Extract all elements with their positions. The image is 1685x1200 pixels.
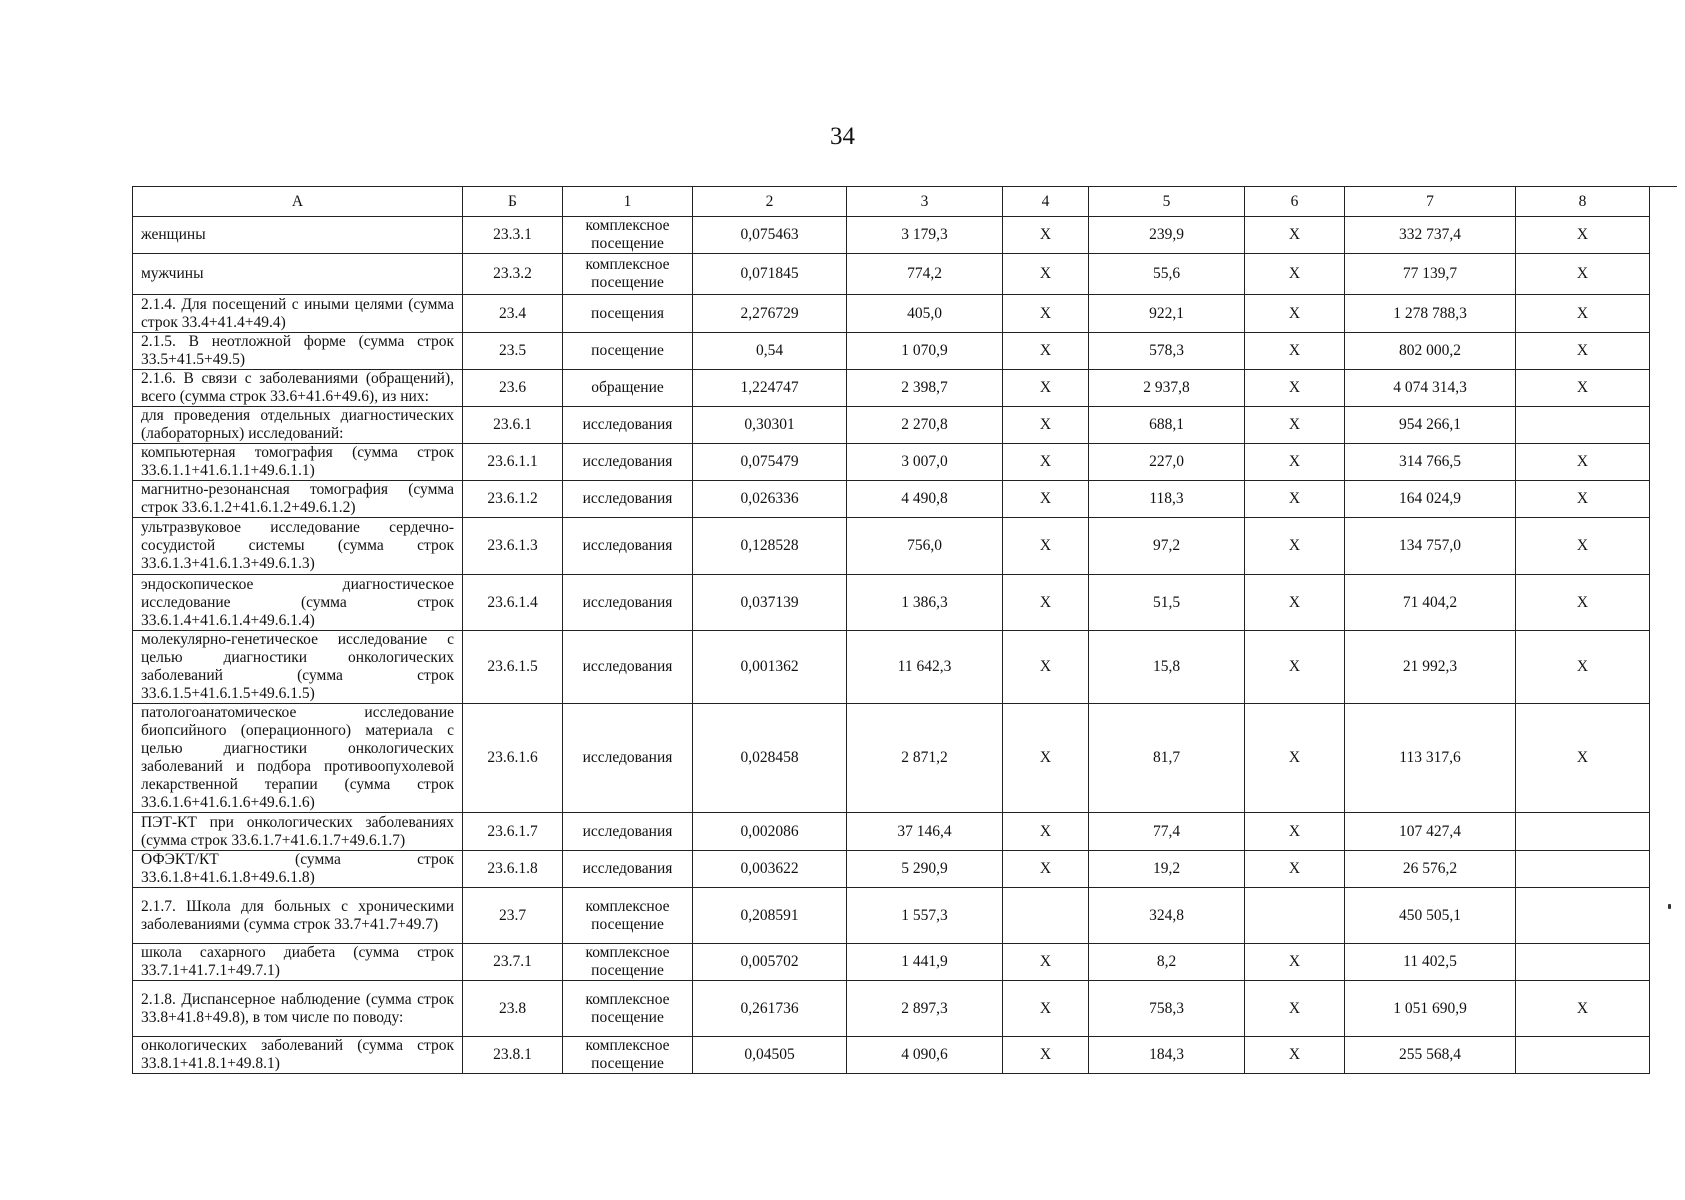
table-row [133, 851, 1650, 888]
row-code: 23.6.1.4 [463, 575, 563, 631]
mark-cell: Х [1003, 217, 1089, 254]
value-cell: 2 937,8 [1089, 370, 1245, 407]
unit-cell: комплексное посещение [563, 981, 693, 1037]
unit-cell: комплексное посещение [563, 217, 693, 254]
mark-cell [1516, 813, 1650, 851]
row-label: женщины [133, 217, 463, 254]
value-cell: 0,261736 [693, 981, 847, 1037]
table-row [133, 254, 1650, 295]
column-header: 2 [693, 187, 847, 217]
value-cell: 1,224747 [693, 370, 847, 407]
mark-cell: Х [1003, 370, 1089, 407]
row-label: эндоскопическое диагностическое исследование (сумма строк 33.6.1.4+41.6.1.4+49.6.1.4) [133, 575, 463, 631]
mark-cell: Х [1245, 575, 1345, 631]
value-cell: 26 576,2 [1345, 851, 1516, 888]
unit-cell: исследования [563, 813, 693, 851]
margin-mark [1668, 904, 1671, 909]
mark-cell: Х [1003, 254, 1089, 295]
mark-cell: Х [1245, 254, 1345, 295]
mark-cell [1516, 851, 1650, 888]
value-cell: 756,0 [847, 518, 1003, 575]
row-label: 2.1.7. Школа для больных с хроническими заболеваниями (сумма строк 33.7+41.7+49.7) [133, 888, 463, 944]
unit-cell: комплексное посещение [563, 1037, 693, 1074]
header-row [133, 187, 1650, 217]
table-body [133, 217, 1650, 1074]
table-row [133, 295, 1650, 333]
unit-cell: комплексное посещение [563, 888, 693, 944]
value-cell: 802 000,2 [1345, 333, 1516, 370]
table-row [133, 1037, 1650, 1074]
value-cell: 1 278 788,3 [1345, 295, 1516, 333]
row-code: 23.6.1.1 [463, 444, 563, 481]
row-code: 23.6.1.8 [463, 851, 563, 888]
mark-cell: Х [1245, 851, 1345, 888]
mark-cell: Х [1245, 370, 1345, 407]
value-cell: 0,071845 [693, 254, 847, 295]
value-cell: 774,2 [847, 254, 1003, 295]
value-cell: 3 179,3 [847, 217, 1003, 254]
value-cell: 118,3 [1089, 481, 1245, 518]
mark-cell: Х [1516, 575, 1650, 631]
row-code: 23.3.2 [463, 254, 563, 295]
row-code: 23.3.1 [463, 217, 563, 254]
value-cell: 0,028458 [693, 704, 847, 813]
mark-cell: Х [1245, 813, 1345, 851]
value-cell: 21 992,3 [1345, 631, 1516, 704]
mark-cell [1516, 944, 1650, 981]
value-cell: 97,2 [1089, 518, 1245, 575]
value-cell: 0,003622 [693, 851, 847, 888]
unit-cell: посещение [563, 333, 693, 370]
mark-cell: Х [1516, 444, 1650, 481]
value-cell: 134 757,0 [1345, 518, 1516, 575]
row-code: 23.6 [463, 370, 563, 407]
value-cell: 0,128528 [693, 518, 847, 575]
value-cell: 922,1 [1089, 295, 1245, 333]
column-header: 1 [563, 187, 693, 217]
mark-cell: Х [1003, 1037, 1089, 1074]
mark-cell: Х [1245, 944, 1345, 981]
row-label: магнитно-резонансная томография (сумма строк 33.6.1.2+41.6.1.2+49.6.1.2) [133, 481, 463, 518]
value-cell: 450 505,1 [1345, 888, 1516, 944]
value-cell: 1 051 690,9 [1345, 981, 1516, 1037]
value-cell: 19,2 [1089, 851, 1245, 888]
value-cell: 227,0 [1089, 444, 1245, 481]
value-cell: 954 266,1 [1345, 407, 1516, 444]
row-code: 23.6.1.6 [463, 704, 563, 813]
row-label: ПЭТ-КТ при онкологических заболеваниях (сумма строк 33.6.1.7+41.6.1.7+49.6.1.7) [133, 813, 463, 851]
mark-cell: Х [1003, 813, 1089, 851]
value-cell: 2 897,3 [847, 981, 1003, 1037]
mark-cell: Х [1003, 704, 1089, 813]
value-cell: 2 270,8 [847, 407, 1003, 444]
mark-cell: Х [1245, 333, 1345, 370]
mark-cell: Х [1003, 444, 1089, 481]
value-cell: 4 090,6 [847, 1037, 1003, 1074]
mark-cell: Х [1245, 631, 1345, 704]
mark-cell: Х [1516, 704, 1650, 813]
value-cell: 405,0 [847, 295, 1003, 333]
column-header: 5 [1089, 187, 1245, 217]
mark-cell: Х [1516, 333, 1650, 370]
column-header: А [133, 187, 463, 217]
value-cell: 324,8 [1089, 888, 1245, 944]
value-cell: 0,001362 [693, 631, 847, 704]
mark-cell [1245, 888, 1345, 944]
value-cell: 1 386,3 [847, 575, 1003, 631]
value-cell: 164 024,9 [1345, 481, 1516, 518]
mark-cell [1003, 888, 1089, 944]
value-cell: 314 766,5 [1345, 444, 1516, 481]
data-table [132, 186, 1650, 1074]
value-cell: 15,8 [1089, 631, 1245, 704]
mark-cell: Х [1516, 217, 1650, 254]
mark-cell: Х [1003, 518, 1089, 575]
column-header: 4 [1003, 187, 1089, 217]
value-cell: 77 139,7 [1345, 254, 1516, 295]
table-row [133, 888, 1650, 944]
row-code: 23.7.1 [463, 944, 563, 981]
value-cell: 8,2 [1089, 944, 1245, 981]
table-row [133, 333, 1650, 370]
mark-cell: Х [1245, 704, 1345, 813]
value-cell: 332 737,4 [1345, 217, 1516, 254]
table-container [132, 186, 1650, 1074]
column-header: 3 [847, 187, 1003, 217]
value-cell: 0,04505 [693, 1037, 847, 1074]
table-row [133, 217, 1650, 254]
row-label: молекулярно-генетическое исследование с целью диагностики онкологических заболеваний (сумма строк 33.6.1.5+41.6.1.5+49.6.1.5) [133, 631, 463, 704]
table-row [133, 575, 1650, 631]
row-label: патологоанатомическое исследование биопсийного (операционного) материала с целью диагностики онкологических заболеваний и подбора противоопухолевой лекарственной терапии (сумма строк 33.6.1.6+41.6.1.6+49.6.1.6) [133, 704, 463, 813]
value-cell: 37 146,4 [847, 813, 1003, 851]
mark-cell: Х [1516, 981, 1650, 1037]
row-code: 23.6.1.7 [463, 813, 563, 851]
value-cell: 4 074 314,3 [1345, 370, 1516, 407]
table-row [133, 704, 1650, 813]
row-code: 23.8 [463, 981, 563, 1037]
unit-cell: исследования [563, 851, 693, 888]
value-cell: 11 402,5 [1345, 944, 1516, 981]
unit-cell: обращение [563, 370, 693, 407]
mark-cell: Х [1516, 481, 1650, 518]
column-header: 6 [1245, 187, 1345, 217]
row-label: мужчины [133, 254, 463, 295]
unit-cell: посещения [563, 295, 693, 333]
table-row [133, 981, 1650, 1037]
mark-cell: Х [1003, 944, 1089, 981]
value-cell: 0,005702 [693, 944, 847, 981]
header-top-rule [1649, 186, 1677, 187]
mark-cell: Х [1003, 981, 1089, 1037]
value-cell: 3 007,0 [847, 444, 1003, 481]
value-cell: 107 427,4 [1345, 813, 1516, 851]
value-cell: 5 290,9 [847, 851, 1003, 888]
mark-cell: Х [1245, 407, 1345, 444]
value-cell: 2 871,2 [847, 704, 1003, 813]
column-header: Б [463, 187, 563, 217]
value-cell: 0,075463 [693, 217, 847, 254]
mark-cell: Х [1245, 1037, 1345, 1074]
table-row [133, 813, 1650, 851]
row-code: 23.5 [463, 333, 563, 370]
row-code: 23.6.1.3 [463, 518, 563, 575]
mark-cell: Х [1003, 575, 1089, 631]
mark-cell: Х [1516, 254, 1650, 295]
row-label: для проведения отдельных диагностических (лабораторных) исследований: [133, 407, 463, 444]
mark-cell: Х [1245, 981, 1345, 1037]
row-code: 23.6.1.2 [463, 481, 563, 518]
row-code: 23.6.1.5 [463, 631, 563, 704]
mark-cell: Х [1245, 444, 1345, 481]
mark-cell: Х [1516, 370, 1650, 407]
column-header: 7 [1345, 187, 1516, 217]
value-cell: 1 557,3 [847, 888, 1003, 944]
mark-cell: Х [1516, 295, 1650, 333]
mark-cell [1516, 888, 1650, 944]
value-cell: 239,9 [1089, 217, 1245, 254]
mark-cell: Х [1516, 518, 1650, 575]
value-cell: 0,54 [693, 333, 847, 370]
value-cell: 81,7 [1089, 704, 1245, 813]
unit-cell: комплексное посещение [563, 254, 693, 295]
value-cell: 0,075479 [693, 444, 847, 481]
value-cell: 2,276729 [693, 295, 847, 333]
value-cell: 113 317,6 [1345, 704, 1516, 813]
value-cell: 1 441,9 [847, 944, 1003, 981]
row-code: 23.6.1 [463, 407, 563, 444]
value-cell: 0,037139 [693, 575, 847, 631]
row-label: 2.1.8. Диспансерное наблюдение (сумма строк 33.8+41.8+49.8), в том числе по поводу: [133, 981, 463, 1037]
value-cell: 4 490,8 [847, 481, 1003, 518]
unit-cell: исследования [563, 631, 693, 704]
value-cell: 688,1 [1089, 407, 1245, 444]
value-cell: 55,6 [1089, 254, 1245, 295]
mark-cell: Х [1003, 851, 1089, 888]
unit-cell: исследования [563, 407, 693, 444]
value-cell: 758,3 [1089, 981, 1245, 1037]
page-number: 34 [830, 123, 855, 150]
table-row [133, 444, 1650, 481]
row-label: ультразвуковое исследование сердечно-сосудистой системы (сумма строк 33.6.1.3+41.6.1.3+49.6.1.3) [133, 518, 463, 575]
value-cell: 11 642,3 [847, 631, 1003, 704]
value-cell: 255 568,4 [1345, 1037, 1516, 1074]
mark-cell: Х [1245, 481, 1345, 518]
unit-cell: исследования [563, 481, 693, 518]
unit-cell: исследования [563, 575, 693, 631]
table-row [133, 944, 1650, 981]
row-label: школа сахарного диабета (сумма строк 33.7.1+41.7.1+49.7.1) [133, 944, 463, 981]
mark-cell: Х [1003, 295, 1089, 333]
table-row [133, 481, 1650, 518]
row-label: онкологических заболеваний (сумма строк 33.8.1+41.8.1+49.8.1) [133, 1037, 463, 1074]
unit-cell: исследования [563, 444, 693, 481]
column-header: 8 [1516, 187, 1650, 217]
value-cell: 184,3 [1089, 1037, 1245, 1074]
value-cell: 0,30301 [693, 407, 847, 444]
unit-cell: исследования [563, 704, 693, 813]
mark-cell: Х [1003, 631, 1089, 704]
row-code: 23.8.1 [463, 1037, 563, 1074]
value-cell: 71 404,2 [1345, 575, 1516, 631]
mark-cell [1516, 1037, 1650, 1074]
mark-cell: Х [1245, 518, 1345, 575]
row-label: ОФЭКТ/КТ (сумма строк 33.6.1.8+41.6.1.8+49.6.1.8) [133, 851, 463, 888]
value-cell: 0,026336 [693, 481, 847, 518]
row-code: 23.7 [463, 888, 563, 944]
mark-cell: Х [1003, 481, 1089, 518]
row-code: 23.4 [463, 295, 563, 333]
table-row [133, 370, 1650, 407]
table-row [133, 407, 1650, 444]
row-label: 2.1.4. Для посещений с иными целями (сумма строк 33.4+41.4+49.4) [133, 295, 463, 333]
mark-cell: Х [1003, 333, 1089, 370]
mark-cell: Х [1245, 217, 1345, 254]
mark-cell: Х [1516, 631, 1650, 704]
value-cell: 2 398,7 [847, 370, 1003, 407]
row-label: компьютерная томография (сумма строк 33.6.1.1+41.6.1.1+49.6.1.1) [133, 444, 463, 481]
row-label: 2.1.6. В связи с заболеваниями (обращений), всего (сумма строк 33.6+41.6+49.6), из них: [133, 370, 463, 407]
mark-cell [1516, 407, 1650, 444]
value-cell: 0,208591 [693, 888, 847, 944]
mark-cell: Х [1245, 295, 1345, 333]
table-row [133, 631, 1650, 704]
value-cell: 578,3 [1089, 333, 1245, 370]
value-cell: 77,4 [1089, 813, 1245, 851]
mark-cell: Х [1003, 407, 1089, 444]
table-row [133, 518, 1650, 575]
unit-cell: исследования [563, 518, 693, 575]
value-cell: 0,002086 [693, 813, 847, 851]
row-label: 2.1.5. В неотложной форме (сумма строк 33.5+41.5+49.5) [133, 333, 463, 370]
value-cell: 1 070,9 [847, 333, 1003, 370]
value-cell: 51,5 [1089, 575, 1245, 631]
unit-cell: комплексное посещение [563, 944, 693, 981]
